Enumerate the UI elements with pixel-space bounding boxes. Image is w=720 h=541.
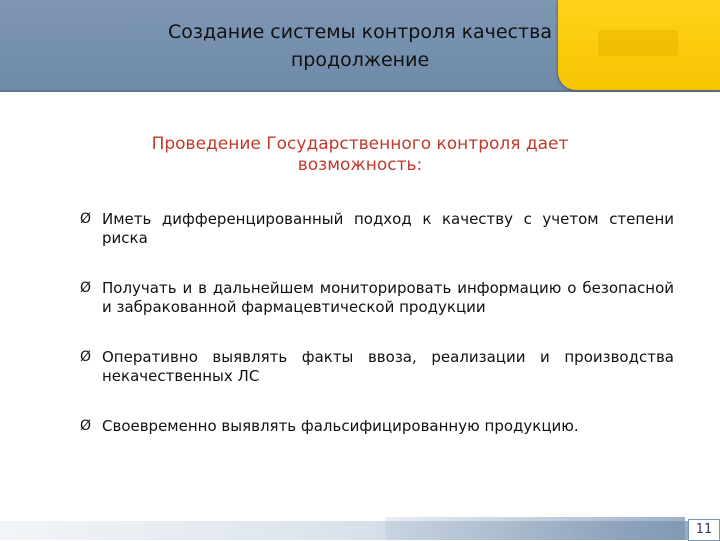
bullet-text: Получать и в дальнейшем мониторировать информацию о безопасной и забракованной фармацевтической продукции — [102, 279, 674, 316]
footer-accent — [385, 517, 685, 540]
header-accent-mark — [598, 30, 678, 56]
bullet-item — [80, 279, 674, 317]
bullet-item — [80, 210, 674, 248]
bullet-text: Иметь дифференцированный подход к качеству с учетом степени риска — [102, 210, 674, 247]
title-line-2: продолжение — [290, 49, 430, 71]
subtitle-line-2: возможность: — [297, 155, 423, 175]
subtitle-line-1: Проведение Государственного контроля дает — [151, 134, 569, 154]
bullet-item — [80, 417, 674, 436]
arrow-bullet-icon: Ø — [80, 280, 92, 296]
bullet-list — [80, 210, 674, 436]
bullet-text: Оперативно выявлять факты ввоза, реализации и производства некачественных ЛС — [102, 348, 674, 385]
arrow-bullet-icon: Ø — [80, 349, 92, 365]
slide-title — [140, 18, 580, 74]
arrow-bullet-icon: Ø — [80, 211, 92, 227]
page-number: 11 — [688, 519, 720, 541]
slide-subtitle — [80, 134, 640, 176]
bullet-item — [80, 348, 674, 386]
bullet-text: Своевременно выявлять фальсифицированную продукцию. — [102, 417, 579, 435]
title-line-1: Создание системы контроля качества — [168, 21, 552, 43]
arrow-bullet-icon: Ø — [80, 418, 92, 434]
